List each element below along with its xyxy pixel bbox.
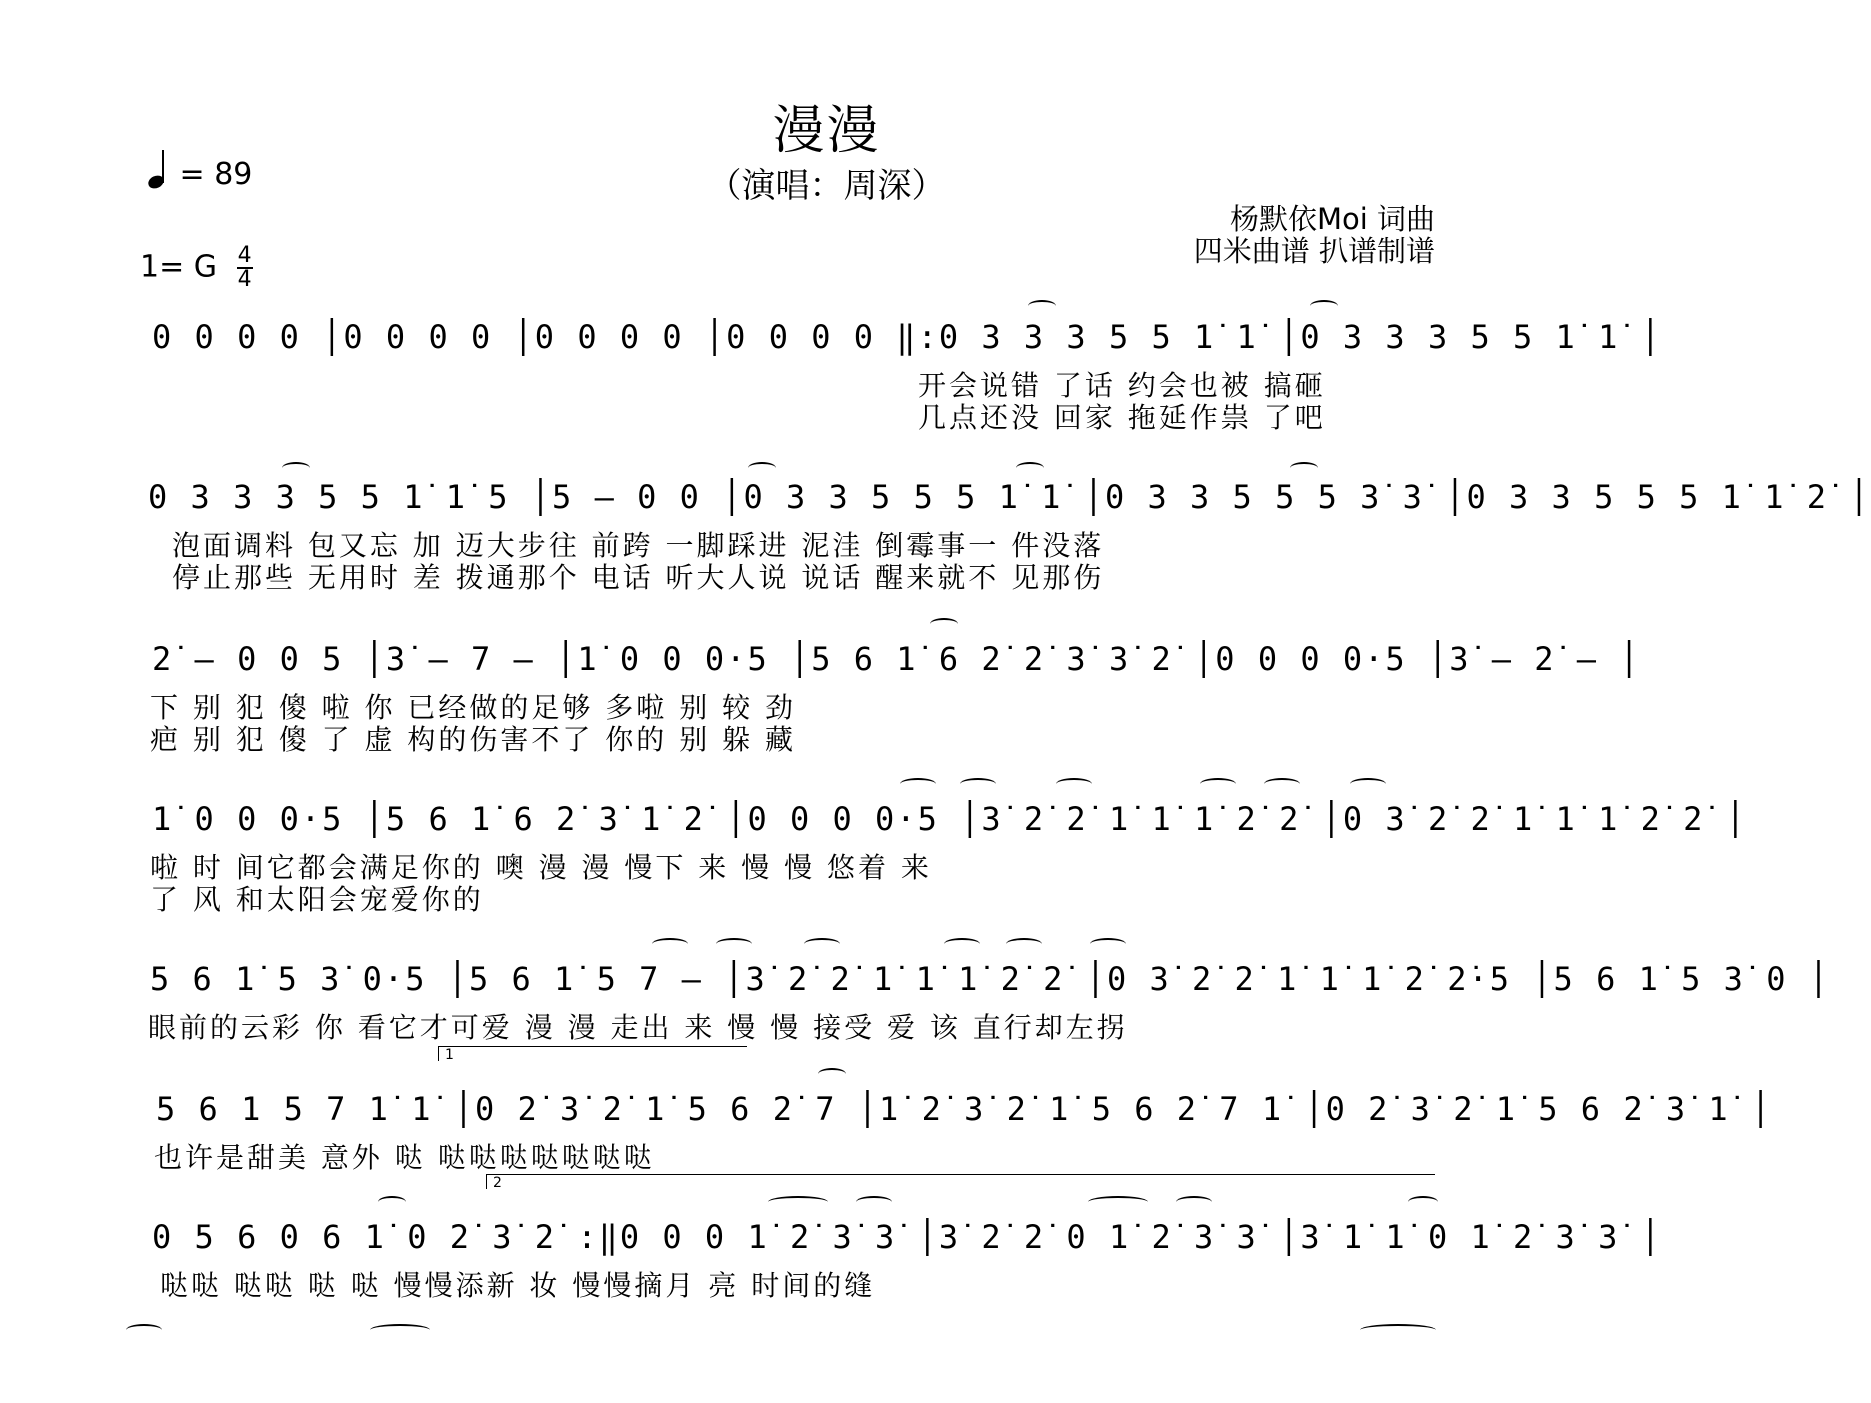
slur-mark [1350, 778, 1386, 790]
lyrics-row-7: 哒哒 哒哒 哒 哒 慢慢添新 妆 慢慢摘月 亮 时间的缝 [160, 1269, 876, 1302]
volta-bracket-1 [438, 1046, 747, 1061]
slur-mark [1090, 938, 1126, 950]
tempo-marking [148, 150, 252, 192]
slur-mark [1360, 1324, 1436, 1336]
slur-mark [930, 618, 958, 630]
time-signature [237, 245, 253, 291]
lyrics-row-4-verse-1: 啦 时 间它都会满足你的 噢 漫 漫 慢下 来 慢 慢 悠着 来 [150, 851, 932, 884]
slur-mark [856, 1196, 892, 1208]
time-bottom: 4 [237, 267, 252, 292]
slur-mark [1006, 938, 1042, 950]
lyrics-row-2-verse-1: 泡面调料 包又忘 加 迈大步往 前跨 一脚踩进 泥洼 倒霉事一 件没落 [172, 529, 1105, 562]
time-top: 4 [237, 243, 252, 268]
notation-row-7: 0 5 6 0 6 1̇ 0 2̇ 3̇ 2̇ :‖0 0 0 1̇ 2̇ 3̇ 3̇ │3̇ 2̇ 2̇ 0 1̇ 2̇ 3̇ 3̇ │3̇ 1̇ 1̇ 0 1̇ 2̇ 3̇ 3̇ │ [152, 1218, 1662, 1256]
slur-mark [378, 1196, 406, 1208]
slur-mark [900, 778, 936, 790]
slur-mark [1056, 778, 1092, 790]
volta-label-1: 1 [445, 1047, 454, 1063]
lyrics-row-5: 眼前的云彩 你 看它才可爱 漫 漫 走出 来 慢 慢 接受 爱 该 直行却左拐 [148, 1011, 1128, 1044]
lyrics-row-1-verse-1: 开会说错 了话 约会也被 搞砸 [918, 369, 1326, 402]
slur-mark [1310, 300, 1338, 312]
lyrics-row-4-verse-2: 了 风 和太阳会宠爱你的 [150, 883, 484, 916]
notation-row-2: 0 3 3 3 5 5 1̇ 1̇ 5 │5 — 0 0 │0 3 3 5 5 5 1̇ 1̇ │0 3 3 5 5 5 3̇ 3̇ │0 3 3 5 5 5 1̇ 1̇ 2̇ │ [148, 478, 1871, 516]
lyrics-row-6: 也许是甜美 意外 哒 哒哒哒哒哒哒哒 [154, 1141, 655, 1174]
slur-mark [716, 938, 752, 950]
slur-mark [1176, 1196, 1212, 1208]
slur-mark [1290, 462, 1318, 474]
slur-mark [1408, 1196, 1438, 1208]
slur-mark [126, 1324, 162, 1336]
volta-label-2: 2 [493, 1175, 502, 1191]
notation-row-4: 1̇ 0 0 0·5 │5 6 1̇ 6 2̇ 3̇ 1̇ 2̇ │0 0 0 0·5 │3̇ 2̇ 2̇ 1̇ 1̇ 1̇ 2̇ 2̇ │0 3̇ 2̇ 2̇ 1̇ 1̇ 1̇ 2̇ 2̇ │ [152, 800, 1747, 838]
slur-mark [960, 778, 996, 790]
slur-mark [768, 1196, 828, 1208]
slur-mark [370, 1324, 430, 1336]
slur-mark [1200, 778, 1236, 790]
tempo-value: = 89 [179, 157, 253, 192]
key-text: 1= G [140, 249, 218, 285]
credits-lyricist: 杨默依Moi 词曲 [1229, 202, 1435, 236]
lyrics-row-3-verse-2: 疤 别 犯 傻 了 虚 构的伤害不了 你的 别 躲 藏 [150, 723, 797, 756]
volta-bracket-2 [486, 1174, 1435, 1189]
lyrics-row-1-verse-2: 几点还没 回家 拖延作祟 了吧 [918, 401, 1326, 434]
slur-mark [652, 938, 688, 950]
key-signature [140, 245, 253, 291]
notation-row-6: 5 6 1 5 7 1̇ 1̇ │0 2̇ 3̇ 2̇ 1̇ 5 6 2̇ 7 │1̇ 2̇ 3̇ 2̇ 1̇ 5 6 2̇ 7 1̇ │0 2̇ 3̇ 2̇ 1̇ 5 6 2̇ 3̇ 1̇ │ [156, 1090, 1773, 1128]
slur-mark [1016, 462, 1044, 474]
slur-mark [818, 1068, 846, 1080]
credits-transcriber: 四米曲谱 扒谱制谱 [1193, 234, 1435, 268]
slur-mark [748, 462, 776, 474]
slur-mark [282, 462, 310, 474]
song-subtitle: （演唱：周深） [707, 166, 946, 206]
notation-row-3: 2̇ — 0 0 5 │3̇ — 7 — │1̇ 0 0 0·5 │5 6 1̇ 6 2̇ 2̇ 3̇ 3̇ 2̇ │0 0 0 0·5 │3̇ — 2̇ — │ [152, 640, 1641, 678]
song-title: 漫漫 [772, 101, 881, 161]
slur-mark [1264, 778, 1300, 790]
quarter-note-icon [148, 150, 170, 190]
slur-mark [804, 938, 840, 950]
lyrics-row-3-verse-1: 下 别 犯 傻 啦 你 已经做的足够 多啦 别 较 劲 [150, 691, 797, 724]
slur-mark [944, 938, 980, 950]
notation-row-5: 5 6 1̇ 5 3̇ 0·5 │5 6 1̇ 5 7 — │3̇ 2̇ 2̇ 1̇ 1̇ 1̇ 2̇ 2̇ │0 3̇ 2̇ 2̇ 1̇ 1̇ 1̇ 2̇ 2̇·5 │5 6 1̇ 5 3̇ 0 │ [150, 960, 1830, 998]
lyrics-row-2-verse-2: 停止那些 无用时 差 拨通那个 电话 听大人说 说话 醒来就不 见那伤 [172, 561, 1105, 594]
credits [1194, 203, 1435, 267]
notation-row-1: 0 0 0 0 │0 0 0 0 │0 0 0 0 │0 0 0 0 ‖:0 3 3 3 5 5 1̇ 1̇ │0 3 3 3 5 5 1̇ 1̇ │ [152, 318, 1662, 356]
slur-mark [1028, 300, 1056, 312]
slur-mark [1088, 1196, 1148, 1208]
